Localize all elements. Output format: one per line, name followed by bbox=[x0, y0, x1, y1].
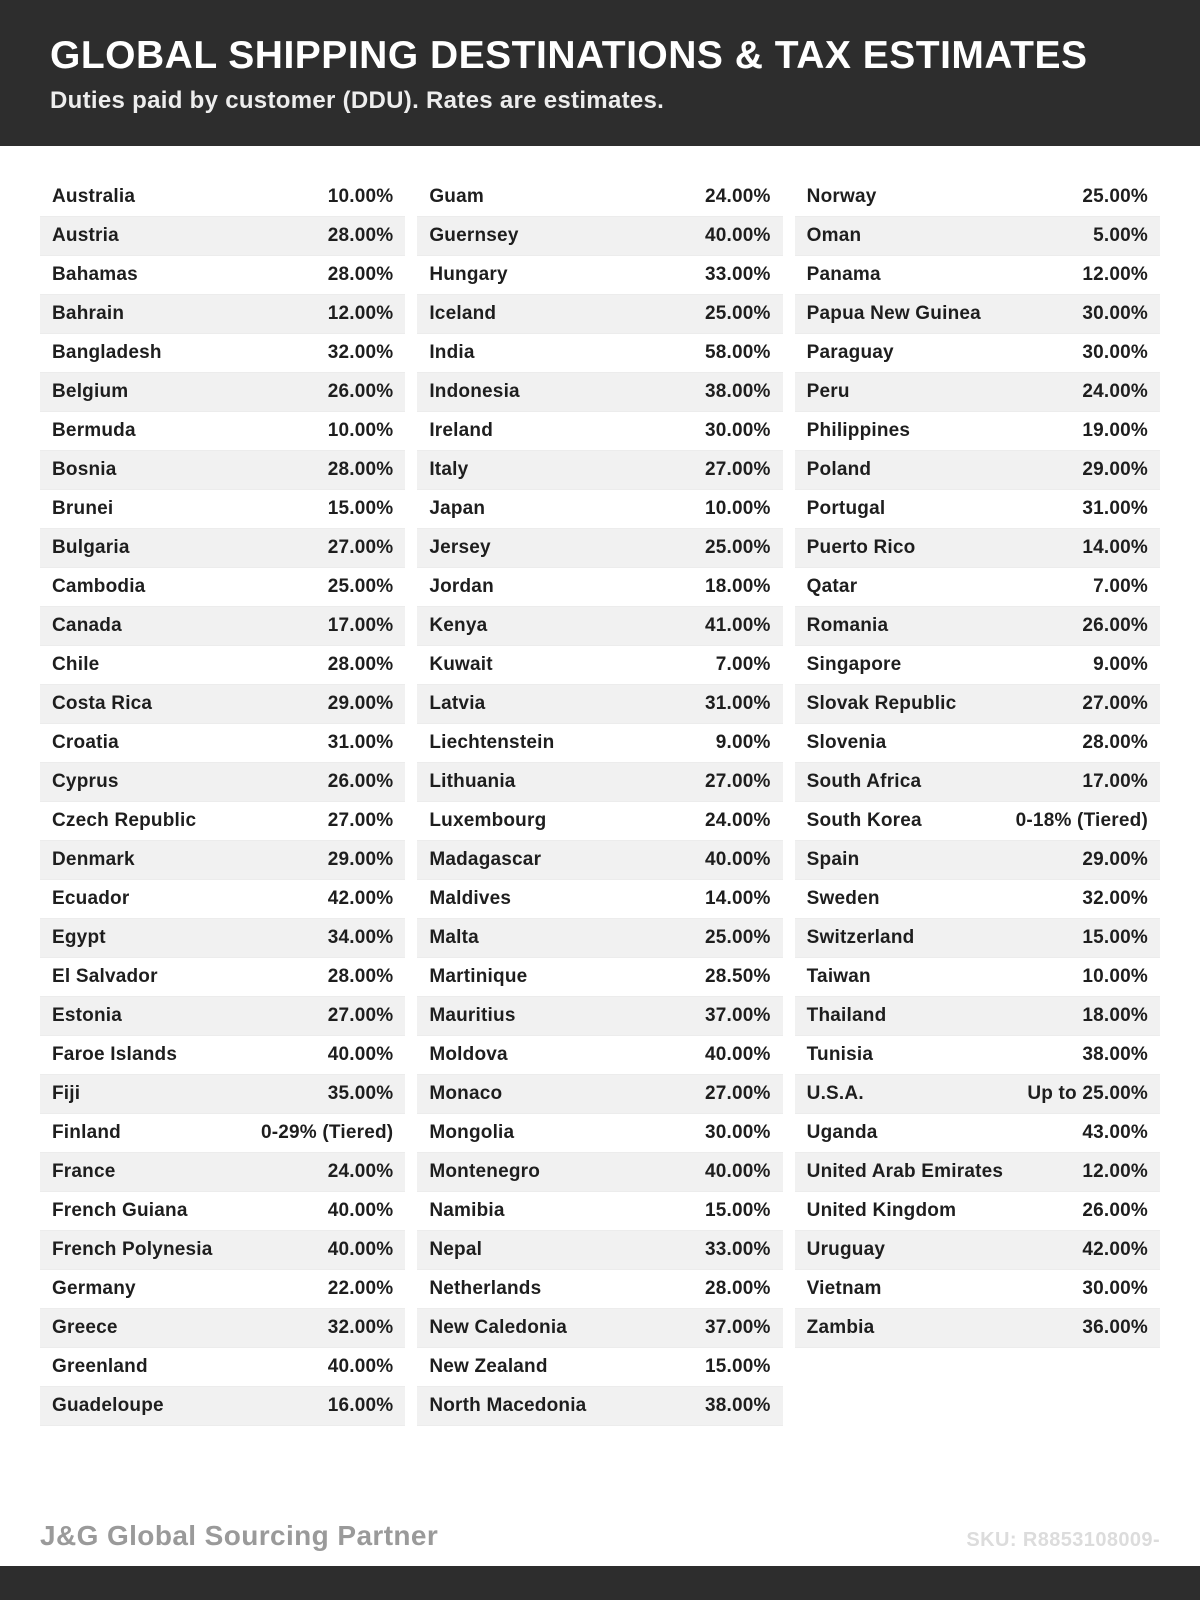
table-row bbox=[417, 568, 782, 607]
country-name: Brunei bbox=[52, 498, 114, 519]
table-row bbox=[40, 295, 405, 334]
table-row bbox=[795, 1075, 1160, 1114]
tax-rate: 29.00% bbox=[327, 693, 394, 714]
country-name: Oman bbox=[806, 225, 862, 246]
table-row bbox=[417, 763, 782, 802]
country-name: Philippines bbox=[806, 420, 911, 441]
country-name: Papua New Guinea bbox=[806, 303, 981, 324]
country-name: Bahamas bbox=[52, 264, 138, 285]
tax-rate: 17.00% bbox=[1082, 771, 1148, 792]
tax-rate: 7.00% bbox=[1093, 576, 1148, 597]
tax-rate: 10.00% bbox=[327, 420, 394, 441]
table-row bbox=[795, 373, 1160, 412]
table-row bbox=[40, 1231, 405, 1270]
table-row bbox=[40, 1270, 405, 1309]
country-name: Faroe Islands bbox=[52, 1044, 178, 1065]
country-name: Greece bbox=[52, 1317, 118, 1338]
tax-rate: 26.00% bbox=[327, 771, 394, 792]
tax-rate: 12.00% bbox=[1082, 1161, 1148, 1182]
table-row bbox=[795, 295, 1160, 334]
country-name: French Guiana bbox=[52, 1200, 188, 1221]
country-name: Egypt bbox=[52, 927, 106, 948]
country-name: Czech Republic bbox=[52, 810, 197, 831]
page-title: GLOBAL SHIPPING DESTINATIONS & TAX ESTIMATES bbox=[50, 34, 1088, 77]
table-row bbox=[417, 451, 782, 490]
table-row bbox=[40, 607, 405, 646]
tax-rate: 32.00% bbox=[327, 342, 394, 363]
table-row bbox=[417, 958, 782, 997]
table-row bbox=[417, 685, 782, 724]
tax-rate: 25.00% bbox=[705, 927, 771, 948]
country-name: Namibia bbox=[429, 1200, 505, 1221]
country-name: Australia bbox=[52, 186, 136, 207]
tax-rate: 40.00% bbox=[327, 1044, 394, 1065]
tax-rate: 15.00% bbox=[1082, 927, 1148, 948]
country-name: Uganda bbox=[806, 1122, 878, 1143]
tax-rate: 26.00% bbox=[327, 381, 394, 402]
table-row bbox=[795, 1309, 1160, 1348]
table-row bbox=[417, 334, 782, 373]
country-name: Peru bbox=[806, 381, 850, 402]
country-name: Sweden bbox=[806, 888, 880, 909]
country-name: United Kingdom bbox=[806, 1200, 957, 1221]
table-row bbox=[417, 802, 782, 841]
tax-rate: 29.00% bbox=[327, 849, 394, 870]
tax-rate: Up to 25.00% bbox=[1027, 1083, 1148, 1104]
tax-rate: 32.00% bbox=[327, 1317, 394, 1338]
table-row bbox=[40, 880, 405, 919]
tax-rate: 38.00% bbox=[705, 381, 771, 402]
table-row bbox=[40, 1192, 405, 1231]
table-row bbox=[40, 1348, 405, 1387]
table-row bbox=[795, 451, 1160, 490]
tax-rate: 43.00% bbox=[1082, 1122, 1148, 1143]
table-row bbox=[417, 178, 782, 217]
tax-rate: 10.00% bbox=[705, 498, 771, 519]
country-name: Kuwait bbox=[429, 654, 493, 675]
table-row bbox=[40, 1387, 405, 1426]
tax-rate: 16.00% bbox=[327, 1395, 394, 1416]
tax-rate: 28.00% bbox=[327, 264, 394, 285]
country-name: Denmark bbox=[52, 849, 135, 870]
country-name: Estonia bbox=[52, 1005, 123, 1026]
country-name: Bermuda bbox=[52, 420, 136, 441]
tax-rate: 30.00% bbox=[1082, 1278, 1148, 1299]
table-row bbox=[40, 490, 405, 529]
country-name: Uruguay bbox=[806, 1239, 886, 1260]
table-row bbox=[795, 1114, 1160, 1153]
country-name: Thailand bbox=[806, 1005, 887, 1026]
tax-rate: 40.00% bbox=[705, 1044, 771, 1065]
bottom-bar bbox=[0, 1566, 1200, 1600]
country-name: Kenya bbox=[429, 615, 488, 636]
table-row bbox=[40, 646, 405, 685]
table-row bbox=[40, 412, 405, 451]
table-row bbox=[795, 919, 1160, 958]
table-row bbox=[40, 841, 405, 880]
country-name: El Salvador bbox=[52, 966, 158, 987]
table-row bbox=[417, 490, 782, 529]
tax-rate: 38.00% bbox=[1082, 1044, 1148, 1065]
table-row bbox=[795, 217, 1160, 256]
table-row bbox=[795, 997, 1160, 1036]
country-name: Ireland bbox=[429, 420, 494, 441]
country-name: Italy bbox=[429, 459, 469, 480]
tax-rate: 27.00% bbox=[705, 459, 771, 480]
tax-rate: 40.00% bbox=[327, 1356, 394, 1377]
country-name: Guam bbox=[429, 186, 484, 207]
tax-rate: 37.00% bbox=[705, 1005, 771, 1026]
table-row bbox=[40, 958, 405, 997]
country-name: Fiji bbox=[52, 1083, 81, 1104]
table-row bbox=[795, 412, 1160, 451]
table-row bbox=[40, 217, 405, 256]
tax-rate: 25.00% bbox=[327, 576, 394, 597]
page-header bbox=[0, 0, 1200, 146]
tax-rate: 28.00% bbox=[327, 966, 394, 987]
tax-rate: 29.00% bbox=[1082, 849, 1148, 870]
table-row bbox=[795, 724, 1160, 763]
tax-rate: 38.00% bbox=[705, 1395, 771, 1416]
country-name: Latvia bbox=[429, 693, 486, 714]
table-row bbox=[40, 1153, 405, 1192]
tax-rate: 27.00% bbox=[1082, 693, 1148, 714]
country-name: Mauritius bbox=[429, 1005, 516, 1026]
tax-rate: 34.00% bbox=[327, 927, 394, 948]
country-name: South Africa bbox=[806, 771, 922, 792]
tax-rate: 58.00% bbox=[705, 342, 771, 363]
country-name: Norway bbox=[806, 186, 877, 207]
table-row bbox=[417, 646, 782, 685]
tax-rate: 9.00% bbox=[715, 732, 771, 753]
table-row bbox=[40, 1114, 405, 1153]
country-name: Cambodia bbox=[52, 576, 146, 597]
tax-rate: 0-18% (Tiered) bbox=[1015, 810, 1148, 831]
page-subtitle: Duties paid by customer (DDU). Rates are estimates. bbox=[50, 86, 665, 114]
table-row bbox=[417, 295, 782, 334]
table-row bbox=[40, 178, 405, 217]
table-row bbox=[417, 1192, 782, 1231]
country-name: France bbox=[52, 1161, 116, 1182]
country-name: Tunisia bbox=[806, 1044, 874, 1065]
table-row bbox=[40, 1075, 405, 1114]
country-name: Monaco bbox=[429, 1083, 503, 1104]
tax-rate: 18.00% bbox=[705, 576, 771, 597]
page-footer bbox=[0, 1520, 1200, 1566]
tax-rate: 28.00% bbox=[1082, 732, 1148, 753]
tax-rate: 24.00% bbox=[705, 186, 771, 207]
tax-rate: 5.00% bbox=[1093, 225, 1148, 246]
table-row bbox=[40, 373, 405, 412]
country-name: Ecuador bbox=[52, 888, 130, 909]
country-name: Slovenia bbox=[806, 732, 887, 753]
country-name: Belgium bbox=[52, 381, 129, 402]
country-name: New Zealand bbox=[429, 1356, 548, 1377]
table-row bbox=[40, 1036, 405, 1075]
table-row bbox=[417, 1231, 782, 1270]
tax-rate: 25.00% bbox=[1082, 186, 1148, 207]
tax-rate: 40.00% bbox=[705, 1161, 771, 1182]
table-row bbox=[795, 529, 1160, 568]
tax-rate: 12.00% bbox=[327, 303, 394, 324]
country-name: Taiwan bbox=[806, 966, 871, 987]
table-row bbox=[40, 685, 405, 724]
country-name: Spain bbox=[806, 849, 860, 870]
country-name: Panama bbox=[806, 264, 881, 285]
table-row bbox=[417, 724, 782, 763]
tax-rate: 27.00% bbox=[327, 810, 394, 831]
table-row bbox=[417, 1036, 782, 1075]
tax-rate: 25.00% bbox=[705, 303, 771, 324]
rate-column-3 bbox=[795, 178, 1160, 1426]
country-name: Jersey bbox=[429, 537, 491, 558]
table-row bbox=[417, 1114, 782, 1153]
tax-rate: 33.00% bbox=[705, 1239, 771, 1260]
table-row bbox=[417, 1348, 782, 1387]
table-row bbox=[40, 724, 405, 763]
table-row bbox=[795, 178, 1160, 217]
tax-rate: 27.00% bbox=[327, 1005, 394, 1026]
tax-rate: 36.00% bbox=[1082, 1317, 1148, 1338]
table-row bbox=[795, 256, 1160, 295]
country-name: Montenegro bbox=[429, 1161, 541, 1182]
country-name: Netherlands bbox=[429, 1278, 542, 1299]
table-row bbox=[795, 1270, 1160, 1309]
country-name: Paraguay bbox=[806, 342, 894, 363]
country-name: U.S.A. bbox=[806, 1083, 864, 1104]
tax-rate: 31.00% bbox=[1082, 498, 1148, 519]
table-row bbox=[417, 1075, 782, 1114]
table-row bbox=[795, 1153, 1160, 1192]
country-name: Canada bbox=[52, 615, 122, 636]
table-row bbox=[417, 1270, 782, 1309]
tax-rate: 27.00% bbox=[327, 537, 394, 558]
table-row bbox=[40, 568, 405, 607]
tax-rate: 19.00% bbox=[1082, 420, 1148, 441]
tax-rate: 27.00% bbox=[705, 1083, 771, 1104]
tax-rate: 40.00% bbox=[705, 225, 771, 246]
country-name: Bahrain bbox=[52, 303, 125, 324]
table-row bbox=[40, 451, 405, 490]
tax-rate: 15.00% bbox=[705, 1200, 771, 1221]
table-row bbox=[795, 880, 1160, 919]
country-name: Costa Rica bbox=[52, 693, 153, 714]
tax-rate: 30.00% bbox=[705, 420, 771, 441]
tax-rate: 10.00% bbox=[1082, 966, 1148, 987]
tax-rate: 42.00% bbox=[1082, 1239, 1148, 1260]
table-row bbox=[417, 529, 782, 568]
tax-rate: 24.00% bbox=[1082, 381, 1148, 402]
rate-column-2 bbox=[417, 178, 782, 1426]
tax-rate: 17.00% bbox=[327, 615, 394, 636]
country-name: Guernsey bbox=[429, 225, 519, 246]
table-row bbox=[417, 256, 782, 295]
table-row bbox=[417, 1387, 782, 1426]
table-row bbox=[795, 646, 1160, 685]
country-name: Switzerland bbox=[806, 927, 915, 948]
tax-rate: 40.00% bbox=[705, 849, 771, 870]
country-name: North Macedonia bbox=[429, 1395, 587, 1416]
country-name: Croatia bbox=[52, 732, 119, 753]
country-name: India bbox=[429, 342, 475, 363]
country-name: Chile bbox=[52, 654, 100, 675]
tax-rate: 26.00% bbox=[1082, 615, 1148, 636]
tax-rate: 31.00% bbox=[327, 732, 394, 753]
sku-text: SKU: R8853108009- bbox=[966, 1529, 1160, 1551]
tax-rate: 0-29% (Tiered) bbox=[260, 1122, 394, 1143]
table-row bbox=[795, 334, 1160, 373]
tax-rate: 24.00% bbox=[327, 1161, 394, 1182]
country-name: Maldives bbox=[429, 888, 512, 909]
tax-rate: 28.00% bbox=[327, 459, 394, 480]
country-name: Qatar bbox=[806, 576, 858, 597]
table-row bbox=[417, 880, 782, 919]
tax-rate: 40.00% bbox=[327, 1200, 394, 1221]
tax-rate: 15.00% bbox=[327, 498, 394, 519]
brand-text: J&G Global Sourcing Partner bbox=[40, 1520, 439, 1551]
country-name: Germany bbox=[52, 1278, 136, 1299]
tax-rate: 40.00% bbox=[327, 1239, 394, 1260]
table-row bbox=[417, 217, 782, 256]
tax-rate: 30.00% bbox=[705, 1122, 771, 1143]
table-row bbox=[40, 334, 405, 373]
country-name: Portugal bbox=[806, 498, 886, 519]
table-row bbox=[417, 1309, 782, 1348]
table-row bbox=[40, 529, 405, 568]
country-name: Malta bbox=[429, 927, 479, 948]
tax-rate: 14.00% bbox=[1082, 537, 1148, 558]
country-name: Martinique bbox=[429, 966, 528, 987]
table-row bbox=[417, 919, 782, 958]
country-name: Bulgaria bbox=[52, 537, 130, 558]
country-name: Mongolia bbox=[429, 1122, 515, 1143]
country-name: French Polynesia bbox=[52, 1239, 213, 1260]
tax-rate: 26.00% bbox=[1082, 1200, 1148, 1221]
table-row bbox=[795, 763, 1160, 802]
tax-rate: 25.00% bbox=[705, 537, 771, 558]
tax-rate: 29.00% bbox=[1082, 459, 1148, 480]
country-name: Japan bbox=[429, 498, 486, 519]
table-row bbox=[417, 607, 782, 646]
table-row bbox=[417, 1153, 782, 1192]
tax-rate: 28.50% bbox=[705, 966, 771, 987]
tax-rate: 31.00% bbox=[705, 693, 771, 714]
table-row bbox=[795, 1231, 1160, 1270]
table-row bbox=[795, 490, 1160, 529]
tax-rate: 22.00% bbox=[327, 1278, 394, 1299]
rate-column-1 bbox=[40, 178, 405, 1426]
tax-rate: 30.00% bbox=[1082, 303, 1148, 324]
table-row bbox=[40, 1309, 405, 1348]
table-row bbox=[795, 1192, 1160, 1231]
table-row bbox=[417, 412, 782, 451]
table-row bbox=[795, 958, 1160, 997]
tax-rate: 27.00% bbox=[705, 771, 771, 792]
tax-rate: 42.00% bbox=[327, 888, 394, 909]
table-row bbox=[795, 841, 1160, 880]
tax-rate: 37.00% bbox=[705, 1317, 771, 1338]
country-name: New Caledonia bbox=[429, 1317, 568, 1338]
country-name: South Korea bbox=[806, 810, 922, 831]
tax-rate: 18.00% bbox=[1082, 1005, 1148, 1026]
tax-rate: 14.00% bbox=[705, 888, 771, 909]
tax-rate: 10.00% bbox=[327, 186, 394, 207]
country-name: Greenland bbox=[52, 1356, 148, 1377]
country-name: Guadeloupe bbox=[52, 1395, 164, 1416]
table-row bbox=[40, 256, 405, 295]
country-name: Slovak Republic bbox=[806, 693, 957, 714]
tax-rate: 9.00% bbox=[1093, 654, 1148, 675]
table-row bbox=[40, 802, 405, 841]
tax-rate: 28.00% bbox=[327, 225, 394, 246]
tax-rate: 28.00% bbox=[705, 1278, 771, 1299]
country-name: Liechtenstein bbox=[429, 732, 555, 753]
table-row bbox=[417, 997, 782, 1036]
country-name: Poland bbox=[806, 459, 872, 480]
tax-rate: 35.00% bbox=[327, 1083, 394, 1104]
country-name: Bangladesh bbox=[52, 342, 162, 363]
country-name: Madagascar bbox=[429, 849, 542, 870]
tax-rate: 32.00% bbox=[1082, 888, 1148, 909]
country-name: Austria bbox=[52, 225, 119, 246]
table-row bbox=[795, 607, 1160, 646]
country-name: Luxembourg bbox=[429, 810, 547, 831]
country-name: Indonesia bbox=[429, 381, 520, 402]
tax-rate: 7.00% bbox=[715, 654, 771, 675]
table-row bbox=[795, 685, 1160, 724]
country-name: Puerto Rico bbox=[806, 537, 916, 558]
country-name: Finland bbox=[52, 1122, 121, 1143]
country-name: Vietnam bbox=[806, 1278, 882, 1299]
tax-rate: 33.00% bbox=[705, 264, 771, 285]
rates-table bbox=[40, 178, 1160, 1426]
country-name: Lithuania bbox=[429, 771, 516, 792]
tax-rate: 41.00% bbox=[705, 615, 771, 636]
country-name: Nepal bbox=[429, 1239, 483, 1260]
country-name: Jordan bbox=[429, 576, 494, 597]
country-name: Singapore bbox=[806, 654, 902, 675]
country-name: Zambia bbox=[806, 1317, 875, 1338]
table-row bbox=[40, 997, 405, 1036]
country-name: Hungary bbox=[429, 264, 508, 285]
table-row bbox=[795, 568, 1160, 607]
tax-rate: 12.00% bbox=[1082, 264, 1148, 285]
country-name: Moldova bbox=[429, 1044, 508, 1065]
tax-rate: 15.00% bbox=[705, 1356, 771, 1377]
table-row bbox=[40, 763, 405, 802]
country-name: Romania bbox=[806, 615, 889, 636]
table-row bbox=[417, 841, 782, 880]
table-row bbox=[795, 802, 1160, 841]
country-name: Bosnia bbox=[52, 459, 117, 480]
tax-rate: 30.00% bbox=[1082, 342, 1148, 363]
table-row bbox=[417, 373, 782, 412]
country-name: United Arab Emirates bbox=[806, 1161, 1004, 1182]
tax-rate: 28.00% bbox=[327, 654, 394, 675]
tax-rate: 24.00% bbox=[705, 810, 771, 831]
country-name: Cyprus bbox=[52, 771, 119, 792]
country-name: Iceland bbox=[429, 303, 497, 324]
table-row bbox=[795, 1036, 1160, 1075]
table-row bbox=[40, 919, 405, 958]
